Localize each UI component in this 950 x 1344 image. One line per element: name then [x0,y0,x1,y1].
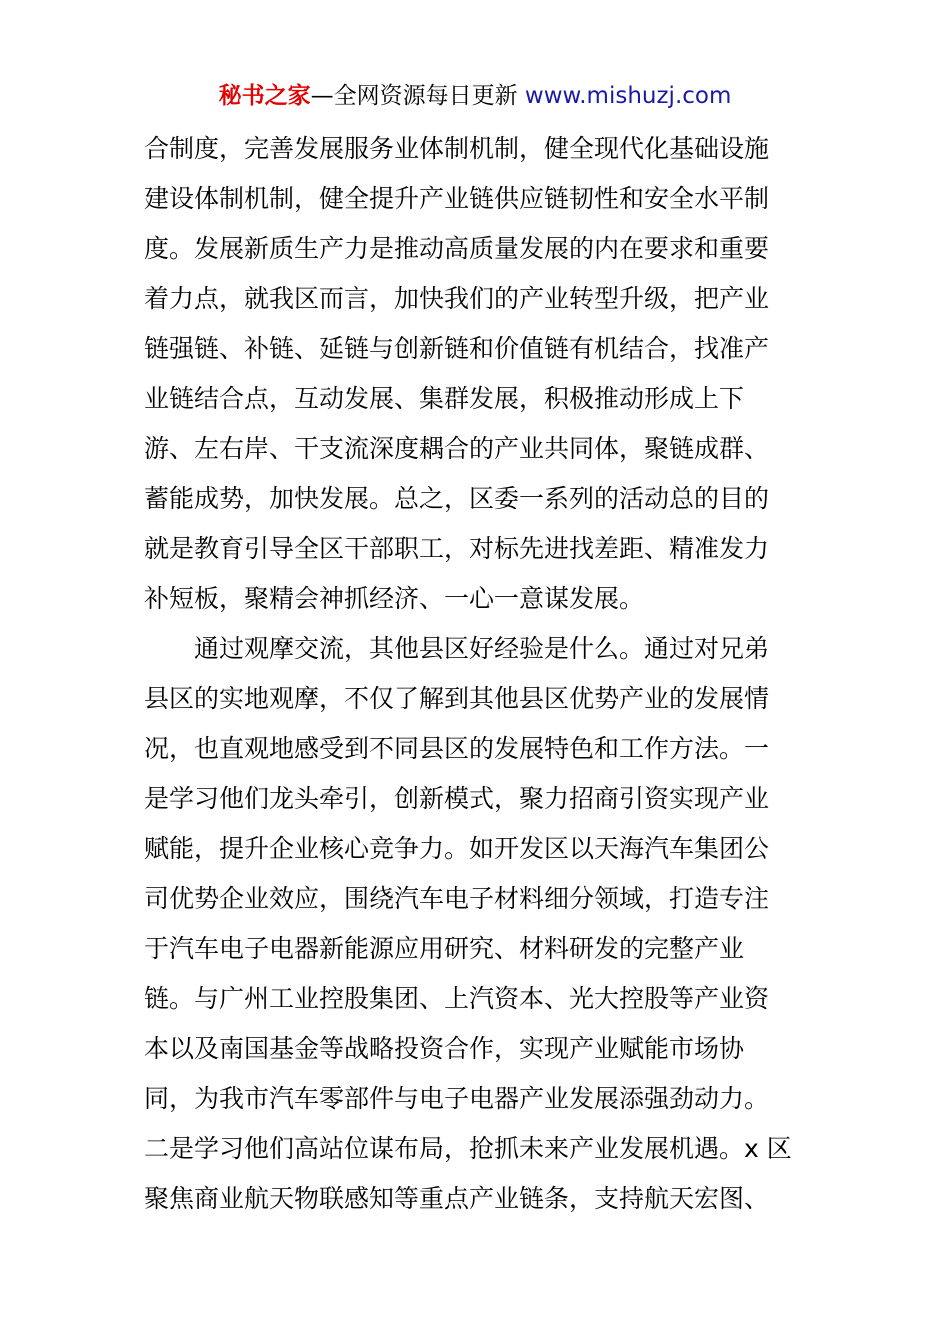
document-body [144,124,809,1224]
site-url-link[interactable]: www.mishuzj.com [524,83,732,109]
text-line: 链强链、补链、延链与创新链和价值链有机结合，找准产 [144,334,770,363]
text-line: 是学习他们龙头牵引，创新模式，聚力招商引资实现产业 [144,784,770,813]
text-line: 蓄能成势，加快发展。总之，区委一系列的活动总的目的 [144,484,770,513]
text-line: 链。与广州工业控股集团、上汽资本、光大控股等产业资 [144,984,770,1013]
header-tagline: —全网资源每日更新 [310,83,525,109]
text-line: 县区的实地观摩，不仅了解到其他县区优势产业的发展情 [144,684,770,713]
text-line: 补短板，聚精会神抓经济、一心一意谋发展。 [144,584,645,613]
text-line: 业链结合点，互动发展、集群发展，积极推动形成上下 [144,384,745,413]
text-line: 游、左右岸、干支流深度耦合的产业共同体，聚链成群、 [144,434,770,463]
text-line: 建设体制机制，健全提升产业链供应链韧性和安全水平制 [144,184,770,213]
text-line: 本以及南国基金等战略投资合作，实现产业赋能市场协 [144,1034,745,1063]
text-line: 度。发展新质生产力是推动高质量发展的内在要求和重要 [144,234,770,263]
site-header [0,80,950,112]
text-line: 赋能，提升企业核心竞争力。如开发区以天海汽车集团公 [144,834,770,863]
text-line: 二是学习他们高站位谋布局，抢抓未来产业发展机遇。x 区 [144,1134,792,1163]
paragraph-start-line: 通过观摩交流，其他县区好经验是什么。通过对兄弟 [194,634,770,663]
text-line: 况，也直观地感受到不同县区的发展特色和工作方法。一 [144,734,770,763]
text-line: 聚焦商业航天物联感知等重点产业链条，支持航天宏图、 [144,1184,770,1213]
text-line: 同，为我市汽车零部件与电子电器产业发展添强劲动力。 [144,1084,770,1113]
text-line: 着力点，就我区而言，加快我们的产业转型升级，把产业 [144,284,770,313]
brand-name: 秘书之家 [218,83,311,109]
text-line: 于汽车电子电器新能源应用研究、材料研发的完整产业 [144,934,745,963]
text-line: 就是教育引导全区干部职工，对标先进找差距、精准发力 [144,534,770,563]
text-line: 司优势企业效应，围绕汽车电子材料细分领域，打造专注 [144,884,770,913]
text-line: 合制度，完善发展服务业体制机制，健全现代化基础设施 [144,134,770,163]
